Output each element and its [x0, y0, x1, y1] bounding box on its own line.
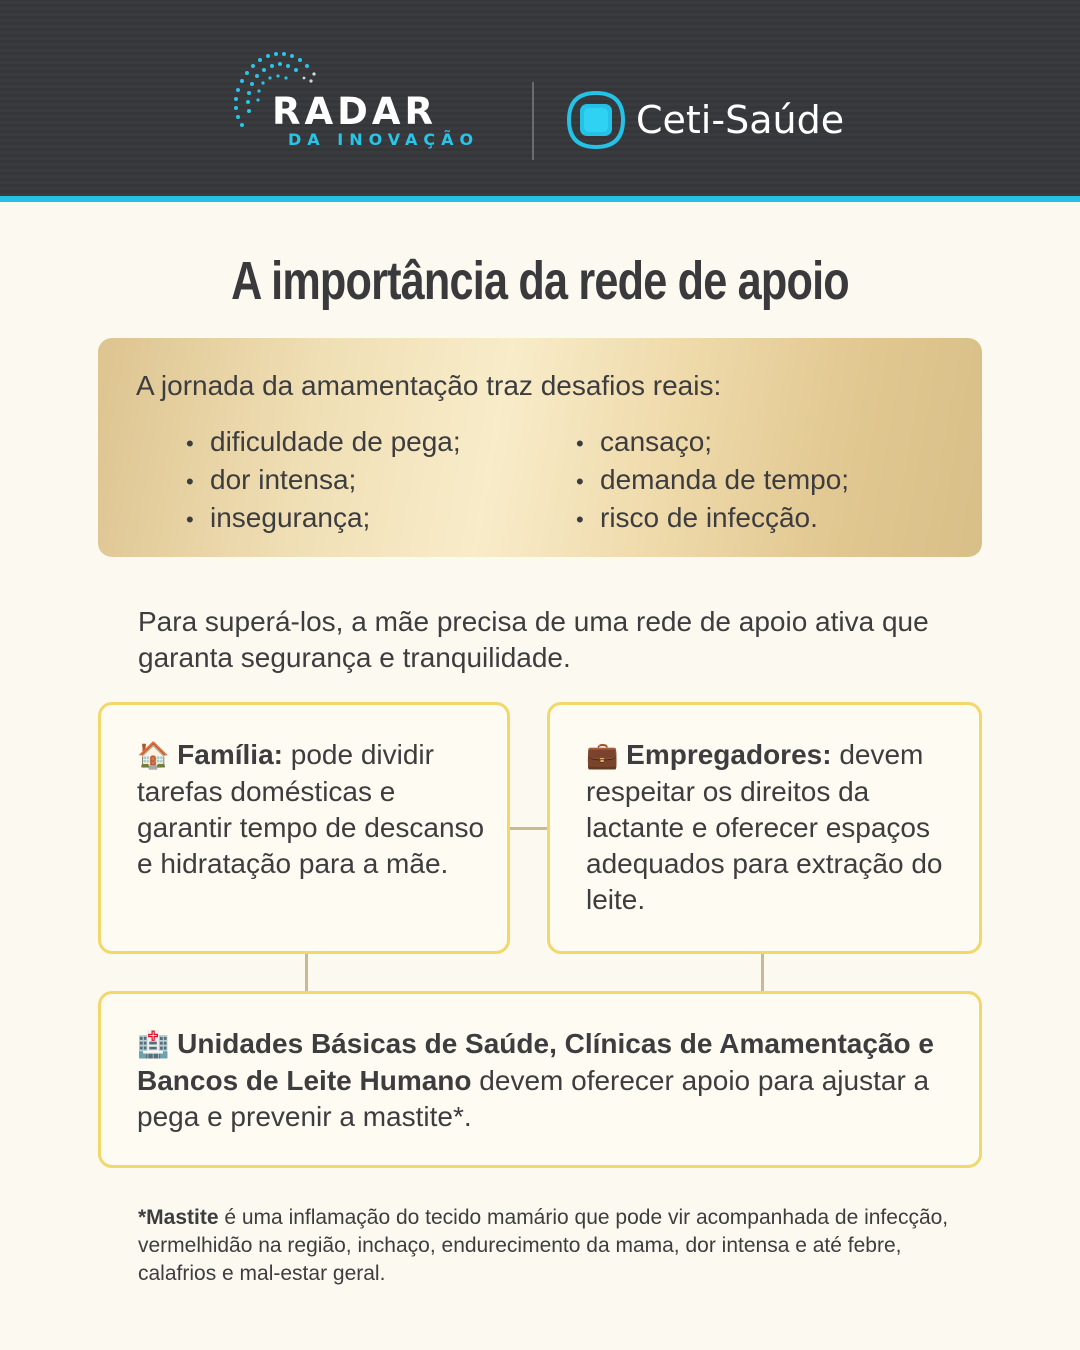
employers-card-text [586, 737, 959, 918]
list-item: • cansaço; [576, 424, 849, 462]
list-item: • dor intensa; [186, 462, 461, 500]
challenges-list-right [576, 424, 849, 538]
radar-wordmark: RADAR [272, 90, 437, 133]
radar-logo [228, 48, 508, 158]
employers-description: devem respeitar os direitos da lactante e oferecer espaços adequados para extração do leite. [586, 739, 943, 915]
health-description: devem oferecer apoio para ajustar a pega e prevenir a mastite*. [137, 1065, 930, 1132]
health-card-text [137, 1026, 959, 1135]
footnote-text: é uma inflamação do tecido mamário que pode vir acompanhada de infecção, vermelhidão na região, inchaço, endurecimento da mama, dor intensa e até febre, calafrios e mal-estar geral. [138, 1206, 949, 1285]
family-card [98, 702, 510, 954]
employers-card [547, 702, 982, 954]
list-item: • risco de infecção. [576, 500, 849, 538]
mastitis-footnote [138, 1204, 978, 1288]
challenges-intro: A jornada da amamentação traz desafios reais: [136, 370, 722, 401]
challenges-list-left [186, 424, 461, 538]
family-label: Família: [177, 739, 283, 770]
house-icon: 🏠 [137, 741, 170, 771]
family-card-text [137, 737, 487, 882]
header-accent-bar [0, 196, 1080, 202]
health-services-card [98, 991, 982, 1168]
family-description: pode dividir tarefas domésticas e garantir tempo de descanso e hidratação para a mãe. [137, 739, 485, 879]
header [0, 0, 1080, 196]
health-label: Unidades Básicas de Saúde, Clínicas de Amamentação e Bancos de Leite Humano [137, 1028, 934, 1096]
challenges-box [98, 338, 982, 557]
page-title: A importância da rede de apoio [231, 251, 849, 311]
header-divider [532, 82, 534, 160]
support-paragraph: Para superá-los, a mãe precisa de uma rede de apoio ativa que garanta segurança e tranquilidade. [138, 606, 929, 673]
briefcase-icon: 💼 [586, 741, 619, 771]
list-item: • insegurança; [186, 500, 461, 538]
list-item: • demanda de tempo; [576, 462, 849, 500]
footnote-term: *Mastite [138, 1206, 219, 1229]
ceti-saude-logo-icon [566, 90, 626, 150]
hospital-icon: 🏥 [137, 1030, 170, 1060]
ceti-saude-wordmark: Ceti-Saúde [636, 98, 845, 142]
employers-label: Empregadores: [626, 739, 832, 770]
list-item: • dificuldade de pega; [186, 424, 461, 462]
radar-subtitle: DA INOVAÇÃO [288, 130, 480, 149]
